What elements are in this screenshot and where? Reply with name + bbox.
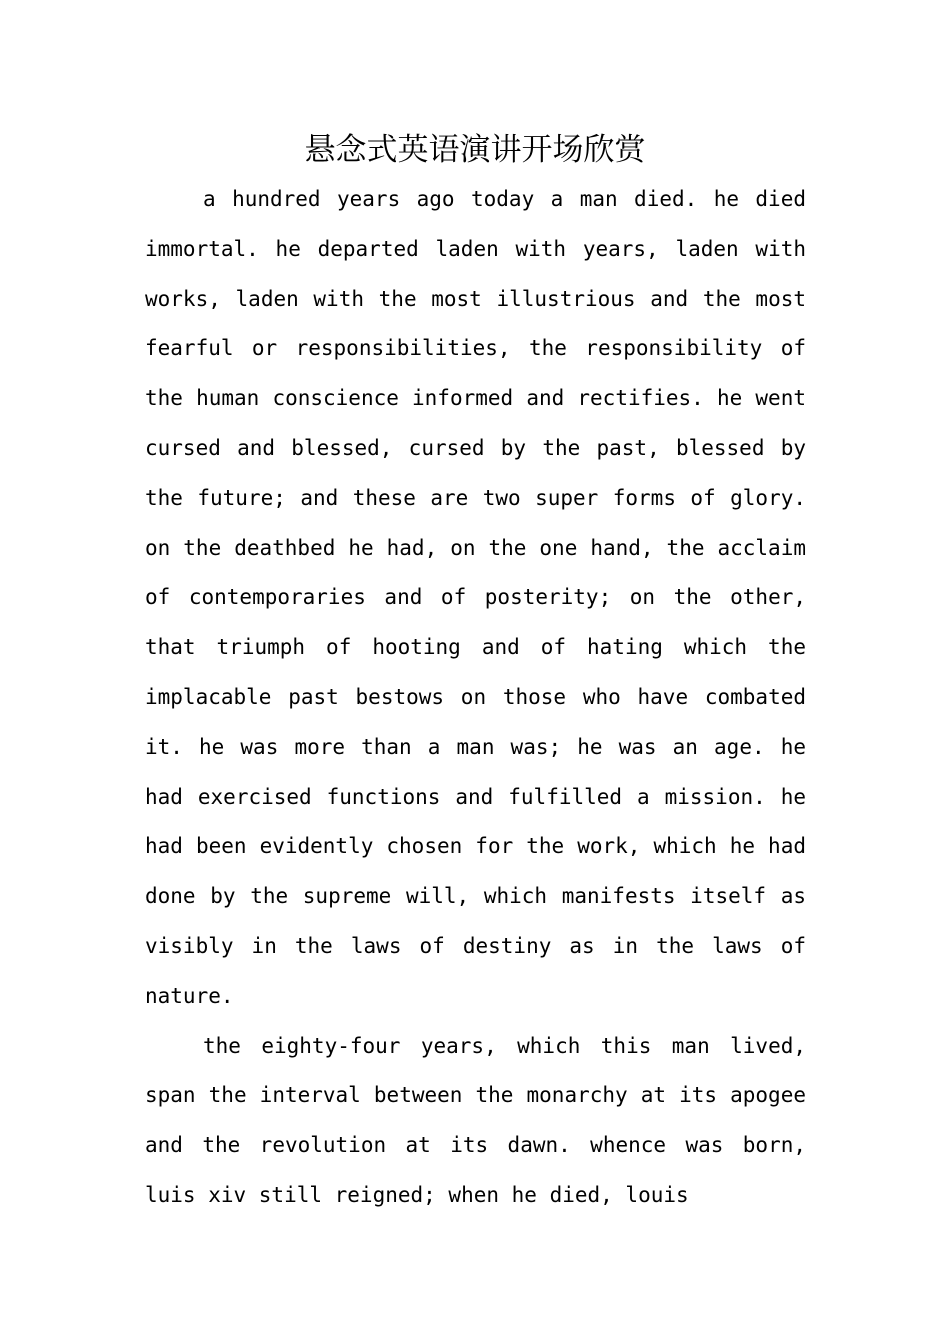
paragraph: a hundred years ago today a man died. he died immortal. he departed laden with years, laden with works, laden with the most illustrious and the most fearful or responsibilities, the responsibility of the human conscience informed and rectifies. he went cursed and blessed, cursed by the past, blessed by the future; and these are two super forms of glory. on the deathbed he had, on the one hand, the acclaim of contemporaries and of posterity; on the other, that triumph of hooting and of hating which the implacable past bestows on those who have combated it. he was more than a man was; he was an age. he had exercised functions and fulfilled a mission. he had been evidently chosen for the work, which he had done by the supreme will, which manifests itself as visibly in the laws of destiny as in the laws of nature. (145, 187, 806, 1008)
document-body (145, 175, 806, 1221)
paragraph: the eighty-four years, which this man lived, span the interval between the monarchy at its apogee and the revolution at its dawn. whence was born, luis xiv still reigned; when he died, louis (145, 1033, 806, 1207)
document-title: 悬念式英语演讲开场欣赏 (304, 132, 646, 168)
